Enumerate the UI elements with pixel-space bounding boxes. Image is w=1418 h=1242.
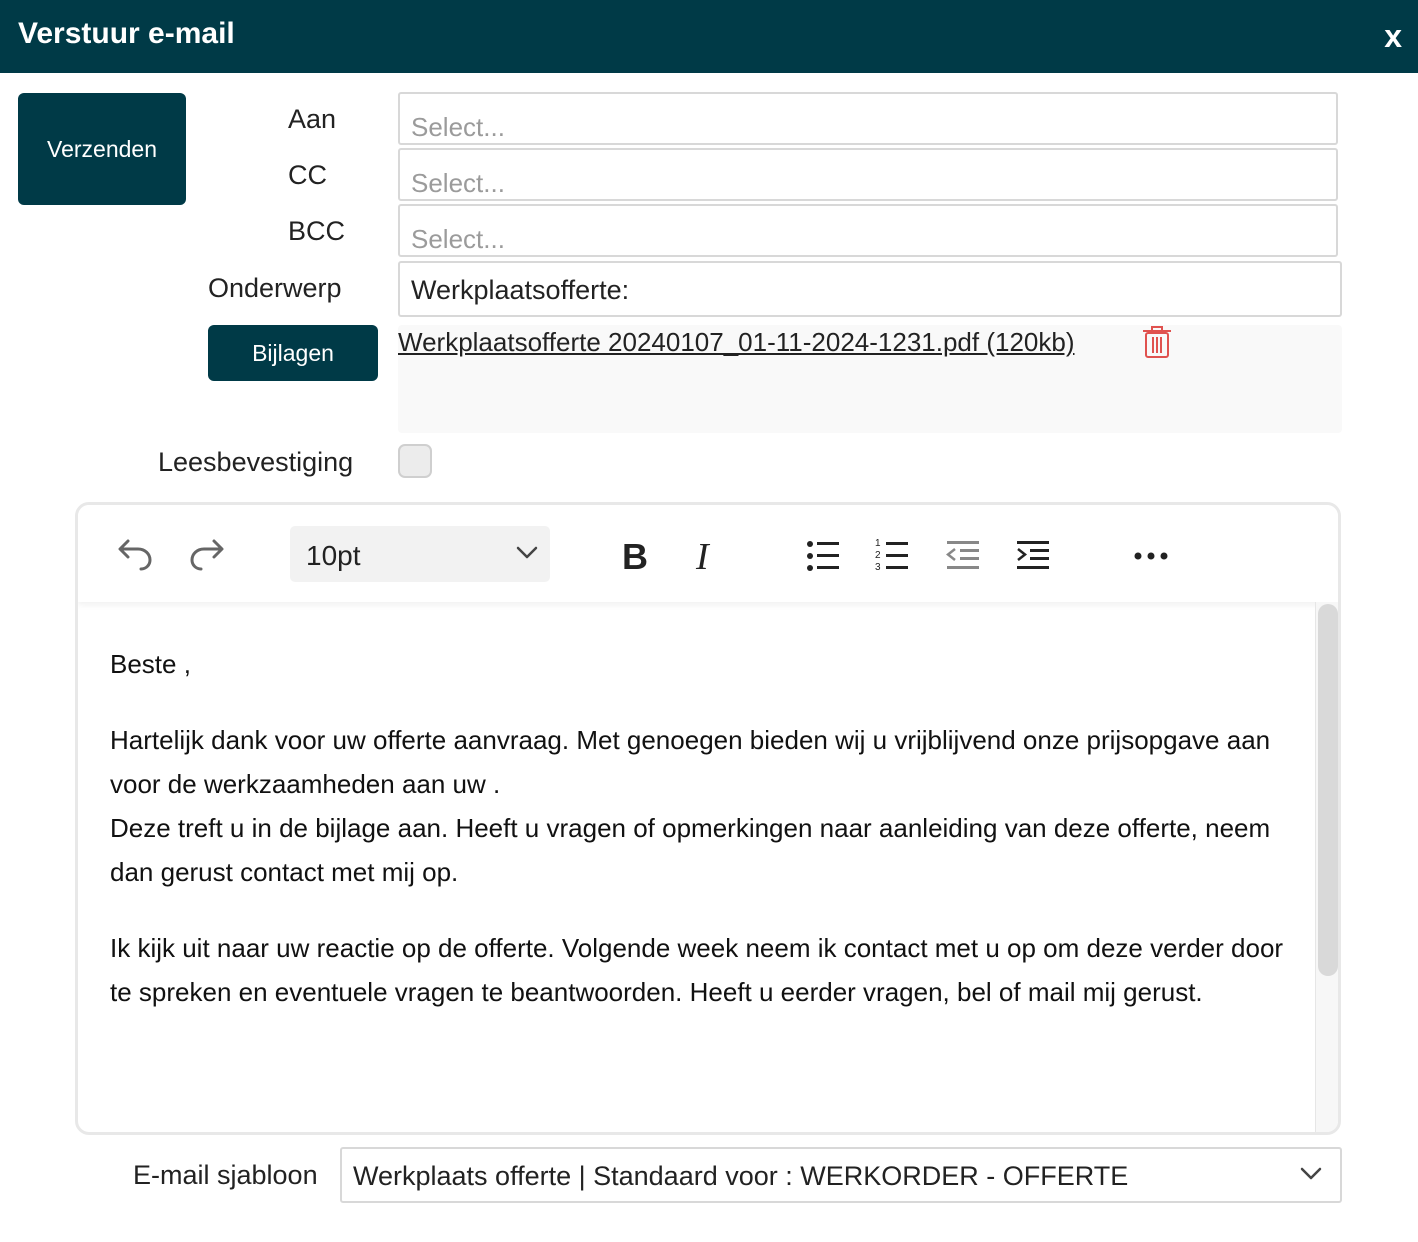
font-size-select[interactable]: [290, 526, 550, 582]
to-placeholder: Select...: [411, 112, 505, 142]
bcc-select[interactable]: [398, 204, 1338, 257]
read-receipt-checkbox[interactable]: [398, 444, 432, 478]
template-label: E-mail sjabloon: [133, 1160, 318, 1190]
more-icon[interactable]: [1133, 549, 1169, 567]
to-label: Aan: [288, 104, 337, 134]
body-greeting: Beste ,: [110, 649, 191, 679]
close-button[interactable]: x: [1384, 18, 1402, 54]
email-editor: [75, 502, 1341, 1135]
dialog-title: Verstuur e-mail: [18, 17, 235, 50]
attachments-list: [398, 325, 1342, 433]
read-receipt-label: Leesbevestiging: [158, 447, 354, 477]
cc-label: CC: [288, 160, 327, 190]
trash-icon[interactable]: [1142, 325, 1172, 359]
email-body[interactable]: [110, 642, 1300, 1046]
body-paragraph-1a: Hartelijk dank voor uw offerte aanvraag. Met genoegen bieden wij u vrijblijvend onze prijsopgave aan voor de werkzaamheden aan uw .: [110, 725, 1271, 799]
cc-select[interactable]: [398, 148, 1338, 201]
template-value: Werkplaats offerte | Standaard voor : WERKORDER - OFFERTE: [353, 1161, 1129, 1191]
bullet-list-icon[interactable]: [806, 539, 840, 578]
cc-placeholder: Select...: [411, 168, 505, 198]
body-paragraph-2: Ik kijk uit naar uw reactie op de offerte. Volgende week neem ik contact met u op om deze verder door te spreken en eventuele vragen te beantwoorden. Heeft u eerder vragen, bel of mail mij gerust.: [110, 933, 1284, 1007]
to-select[interactable]: [398, 92, 1338, 145]
body-paragraph-1b: Deze treft u in de bijlage aan. Heeft u vragen of opmerkingen naar aanleiding van deze offerte, neem dan gerust contact met mij op.: [110, 813, 1271, 887]
font-size-value: 10pt: [306, 540, 361, 571]
attachments-button[interactable]: Bijlagen: [208, 325, 378, 381]
indent-icon[interactable]: [1016, 539, 1050, 578]
attachment-link[interactable]: Werkplaatsofferte 20240107_01-11-2024-1231.pdf (120kb): [398, 327, 1075, 357]
send-button[interactable]: Verzenden: [18, 93, 186, 205]
dialog-titlebar: [0, 0, 1418, 73]
svg-text:B: B: [622, 536, 648, 575]
editor-toolbar: [78, 505, 1338, 602]
subject-value: Werkplaatsofferte:: [411, 275, 630, 305]
scrollbar-thumb[interactable]: [1318, 604, 1338, 976]
bcc-label: BCC: [288, 216, 346, 246]
numbered-list-icon[interactable]: [875, 537, 909, 578]
chevron-down-icon: [516, 546, 538, 560]
subject-input[interactable]: [398, 261, 1342, 317]
italic-icon[interactable]: [693, 535, 719, 580]
chevron-down-icon: [1300, 1167, 1322, 1181]
bold-icon[interactable]: [620, 535, 650, 580]
bcc-placeholder: Select...: [411, 224, 505, 254]
svg-text:3: 3: [875, 562, 881, 573]
svg-text:I: I: [696, 536, 709, 575]
undo-icon[interactable]: [116, 535, 154, 578]
template-select[interactable]: [340, 1147, 1342, 1203]
editor-scrollbar[interactable]: [1315, 602, 1340, 1135]
svg-text:2: 2: [875, 550, 881, 561]
svg-text:1: 1: [875, 538, 881, 549]
redo-icon[interactable]: [188, 535, 226, 578]
subject-label: Onderwerp: [208, 273, 342, 303]
outdent-icon[interactable]: [946, 539, 980, 578]
